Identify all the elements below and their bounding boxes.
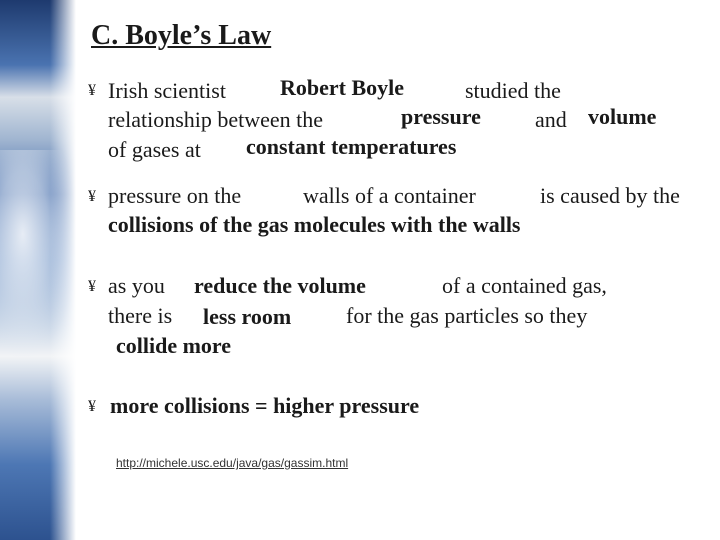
bullet-icon: ¥: [88, 278, 96, 295]
bullet1-highlight-robert-boyle: Robert Boyle: [280, 75, 405, 100]
bullet3-highlight-collide-more: collide more: [116, 333, 232, 358]
bullet1-text: of gases at: [108, 137, 201, 162]
bullet3-text: as you: [108, 273, 165, 298]
bullet1-text: studied the: [465, 78, 561, 103]
slide-title: C. Boyle’s Law: [91, 20, 272, 51]
bullet2-text: is caused by the: [540, 183, 680, 208]
bullet3-text: there is: [108, 303, 173, 328]
simulation-link[interactable]: http://michele.usc.edu/java/gas/gassim.html: [116, 456, 349, 470]
bullet3-text: for the gas particles so they: [346, 303, 588, 328]
bullet1-text: and: [535, 107, 567, 132]
bullet2-highlight-collisions: collisions of the gas molecules with the walls: [108, 212, 521, 237]
bullet1-highlight-pressure: pressure: [401, 104, 481, 129]
decorative-sky-image: [0, 0, 76, 540]
bullet1-highlight-volume: volume: [588, 104, 657, 129]
bullet3-highlight-reduce-volume: reduce the volume: [194, 273, 366, 298]
bullet-icon: ¥: [88, 82, 96, 99]
bullet1-highlight-constant-temperatures: constant temperatures: [246, 134, 457, 159]
bullet-icon: ¥: [88, 188, 96, 205]
image-fade: [50, 0, 76, 540]
bullet2-text: pressure on the: [108, 183, 242, 208]
bullet4-highlight-more-collisions: more collisions = higher pressure: [110, 393, 420, 418]
bullet2-text: walls of a container: [303, 183, 476, 208]
bullet1-text: Irish scientist: [108, 78, 226, 103]
bullet1-text: relationship between the: [108, 107, 324, 132]
bullet-icon: ¥: [88, 398, 96, 415]
bullet3-highlight-less-room: less room: [203, 304, 292, 329]
bullet3-text: of a contained gas,: [442, 273, 607, 298]
